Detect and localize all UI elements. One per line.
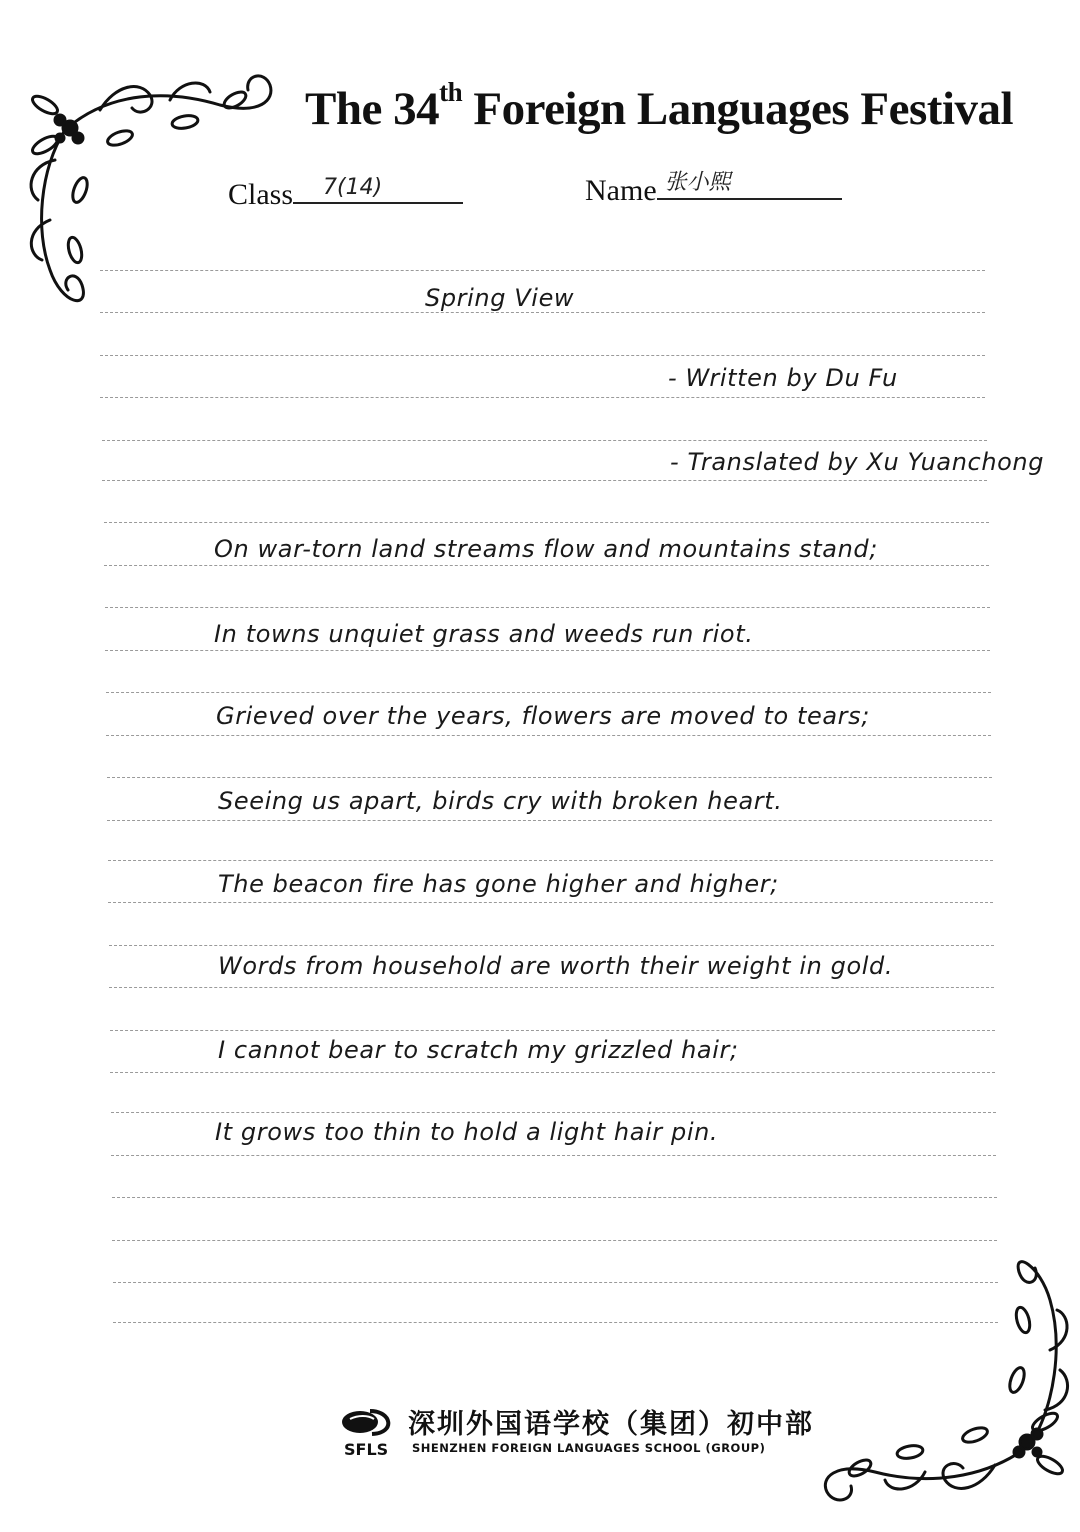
poem-line: The beacon fire has gone higher and higher; bbox=[218, 870, 779, 898]
rule bbox=[106, 692, 991, 693]
rule bbox=[111, 1112, 996, 1113]
poem-line: Grieved over the years, flowers are moved to tears; bbox=[216, 702, 870, 730]
rule bbox=[108, 860, 993, 861]
rule bbox=[111, 1155, 996, 1156]
class-field bbox=[228, 175, 463, 212]
title-suffix: Foreign Languages Festival bbox=[462, 83, 1014, 135]
rule bbox=[108, 902, 993, 903]
school-name-chinese: 深圳外国语学校（集团）初中部 bbox=[408, 1409, 814, 1440]
poem-title: Spring View bbox=[425, 284, 575, 312]
title-ordinal: th bbox=[439, 77, 463, 108]
rule bbox=[112, 1240, 997, 1241]
class-label: Class bbox=[228, 178, 294, 211]
rule bbox=[102, 440, 987, 441]
rule bbox=[100, 397, 985, 398]
corner-ornament-bottom-right-icon bbox=[805, 1210, 1075, 1510]
rule bbox=[113, 1322, 998, 1323]
poem-line: Seeing us apart, birds cry with broken heart. bbox=[218, 787, 783, 815]
rule bbox=[100, 270, 985, 271]
poem-line: I cannot bear to scratch my grizzled hair; bbox=[218, 1036, 739, 1064]
class-value: 7(14) bbox=[323, 175, 383, 200]
rule bbox=[100, 355, 985, 356]
poem-line: Words from household are worth their weight in gold. bbox=[218, 952, 894, 980]
rule bbox=[102, 480, 987, 481]
rule bbox=[106, 735, 991, 736]
rule bbox=[105, 650, 990, 651]
school-name-english: SHENZHEN FOREIGN LANGUAGES SCHOOL (GROUP) bbox=[412, 1441, 766, 1455]
poem-line: In towns unquiet grass and weeds run riot. bbox=[214, 620, 754, 648]
rule bbox=[107, 777, 992, 778]
title-prefix: The 34 bbox=[305, 83, 440, 135]
poem-line: On war-torn land streams flow and mountains stand; bbox=[214, 535, 878, 563]
name-input-line[interactable] bbox=[657, 170, 842, 200]
rule bbox=[110, 1072, 995, 1073]
rule bbox=[107, 820, 992, 821]
poem-author: - Written by Du Fu bbox=[668, 364, 898, 392]
rule bbox=[104, 565, 989, 566]
rule bbox=[109, 945, 994, 946]
rule bbox=[110, 1030, 995, 1031]
poem-line: It grows too thin to hold a light hair pin. bbox=[215, 1118, 719, 1146]
rule bbox=[109, 987, 994, 988]
page-title bbox=[305, 77, 1014, 136]
rule bbox=[113, 1282, 998, 1283]
class-input-line[interactable] bbox=[293, 175, 463, 204]
name-field bbox=[585, 170, 842, 208]
rule bbox=[105, 607, 990, 608]
name-label: Name bbox=[585, 174, 657, 207]
school-logo-icon bbox=[340, 1405, 396, 1443]
rule bbox=[112, 1197, 997, 1198]
name-value: 张小熙 bbox=[664, 170, 731, 195]
poem-translator: - Translated by Xu Yuanchong bbox=[670, 448, 1045, 476]
rule bbox=[104, 522, 989, 523]
school-abbreviation: SFLS bbox=[344, 1440, 389, 1459]
rule bbox=[100, 312, 985, 313]
